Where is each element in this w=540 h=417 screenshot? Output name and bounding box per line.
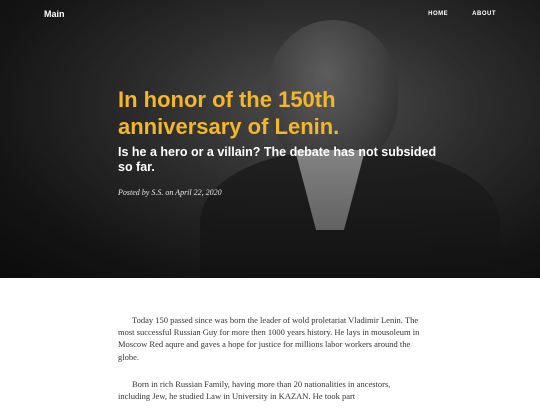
post-heading (118, 86, 438, 197)
top-navigation (0, 0, 540, 30)
post-title: In honor of the 150th anniversary of Lenin. (118, 87, 340, 139)
nav-about-link[interactable]: ABOUT (472, 11, 496, 17)
nav-home-link[interactable]: HOME (428, 11, 449, 17)
article-body (118, 314, 420, 417)
brand-link[interactable]: Main (44, 9, 65, 19)
article-paragraph: Today 150 passed since was born the leader of wold proletariat Vladimir Lenin. The most successful Russian Guy for more then 1000 years history. He lays in mousoleum in Moscow Red aqure and gaves a hope for justice for millions labor workers around the globe. (118, 315, 420, 362)
post-meta: Posted by S.S. on April 22, 2020 (118, 188, 222, 197)
nav-links (428, 11, 496, 17)
article-paragraph: Born in rich Russian Family, having more than 20 nationalities in ancestors, including Jew, he studied Law in University in KAZAN. He took part (118, 378, 391, 402)
post-subtitle: Is he a hero or a villain? The debate has not subsided so far. (118, 145, 437, 174)
